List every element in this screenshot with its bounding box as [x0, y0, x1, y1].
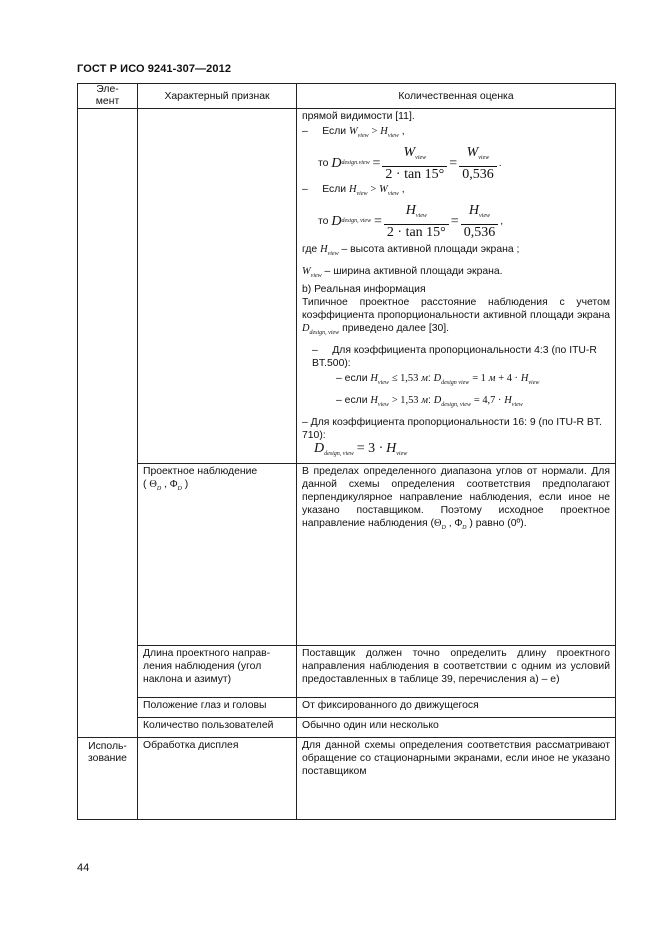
formula-if-1: – если $H_{view} \le 1,53$ м: $D_{design view} = 1$ $м + 4 \cdot H_{view}$ — [336, 373, 540, 386]
page-number: 44 — [77, 862, 90, 874]
ratio-4-3: – Для коэффициента пропорциональности 4:3 (по ITU-R BT.500): — [312, 345, 600, 369]
table-row — [78, 738, 616, 820]
feature-cell: Количество пользователей — [138, 718, 297, 738]
definition-w: $W_{view}$ – ширина активной площади экрана. — [302, 266, 503, 279]
angle-symbols: ( $\Theta_D$ , $\Phi_D$ ) — [143, 479, 189, 492]
assessment-cell: Для данной схемы определения соответствия рассматривают обращение со стационарными экранами, если иное не указано поставщиком — [297, 738, 616, 820]
column-header-element — [78, 84, 138, 109]
column-header-element-text: Эле- мент — [95, 84, 120, 107]
feature-cell: Длина проектного направления наблюдения (угол наклона и азимут) — [138, 646, 297, 698]
table-header-row — [78, 84, 616, 109]
section-real-info: b) Реальная информация — [302, 284, 426, 295]
assessment-cell: В пределах определенного диапазона углов от нормали. Для данной схемы определения соответствия предполагают перпендикулярное направление наблюдения, если иное не указано поставщиком. Поэтому исходное проектное направление наблюдения ($\Theta_D$ , $\Phi_D$ ) равно (0º). — [297, 464, 616, 646]
formula-16-9: $D_{design, view} = 3 \cdot H_{view}$ — [314, 441, 408, 457]
table-row — [78, 109, 616, 464]
condition-h-greater-w: – Если $H_{view} > W_{view}$ , — [302, 184, 405, 197]
formula-design-distance-width: то D design.view = $\frac{W_{view}}{2 \cdot \tan 15^\circ}$ = $\frac{W_{view}}{0,536}$ . — [318, 145, 502, 182]
table-row — [78, 698, 616, 718]
table-row — [78, 464, 616, 646]
feature-cell-empty — [138, 109, 297, 464]
definition-h: где $H_{view}$ – высота активной площади экрана ; — [302, 244, 520, 257]
element-usage: Исполь- зование — [88, 741, 127, 764]
condition-w-greater-h: – Если $W_{view} > H_{view}$ , — [302, 126, 405, 139]
formula-if-2: – если $H_{view} > 1,53$ м: $D_{design, view} = 4,7 \cdot H_{view}$ — [336, 395, 523, 408]
table-row — [78, 718, 616, 738]
ratio-16-9: – Для коэффициента пропорциональности 16: 9 (по ITU-R BT. 710): — [302, 417, 602, 441]
formula-design-distance-height: то D design, view = $\frac{H_{view}}{2 \cdot \tan 15^\circ}$ = $\frac{H_{view}}{0,536}$ , — [318, 203, 504, 240]
assessment-cell-formulas — [297, 109, 616, 464]
document-header: ГОСТ Р ИСО 9241-307—2012 — [77, 63, 232, 75]
text-line: прямой видимости [11]. — [302, 111, 415, 122]
table-row — [78, 646, 616, 698]
feature-cell: Обработка дисплея — [138, 738, 297, 820]
real-info-description: Типичное проектное расстояние наблюдения с учетом коэффициента пропорциональности активной площади экрана $D_{design, view}$ приведено далее [30]. — [302, 297, 610, 336]
column-header-assessment: Количественная оценка — [297, 84, 616, 109]
element-cell-empty — [78, 109, 138, 738]
element-cell — [78, 738, 138, 820]
column-header-feature: Характерный признак — [138, 84, 297, 109]
assessment-cell: От фиксированного до движущегося — [297, 698, 616, 718]
feature-cell: Проектное наблюдение ( $\Theta_D$ , $\Phi_D$ ) — [138, 464, 297, 646]
feature-cell: Положение глаз и головы — [138, 698, 297, 718]
assessment-cell: Обычно один или несколько — [297, 718, 616, 738]
assessment-cell: Поставщик должен точно определить длину проектного направления наблюдения в соответствии с одним из условий предоставленных в таблице 39, перечисления а) – е) — [297, 646, 616, 698]
specification-table — [77, 83, 616, 820]
